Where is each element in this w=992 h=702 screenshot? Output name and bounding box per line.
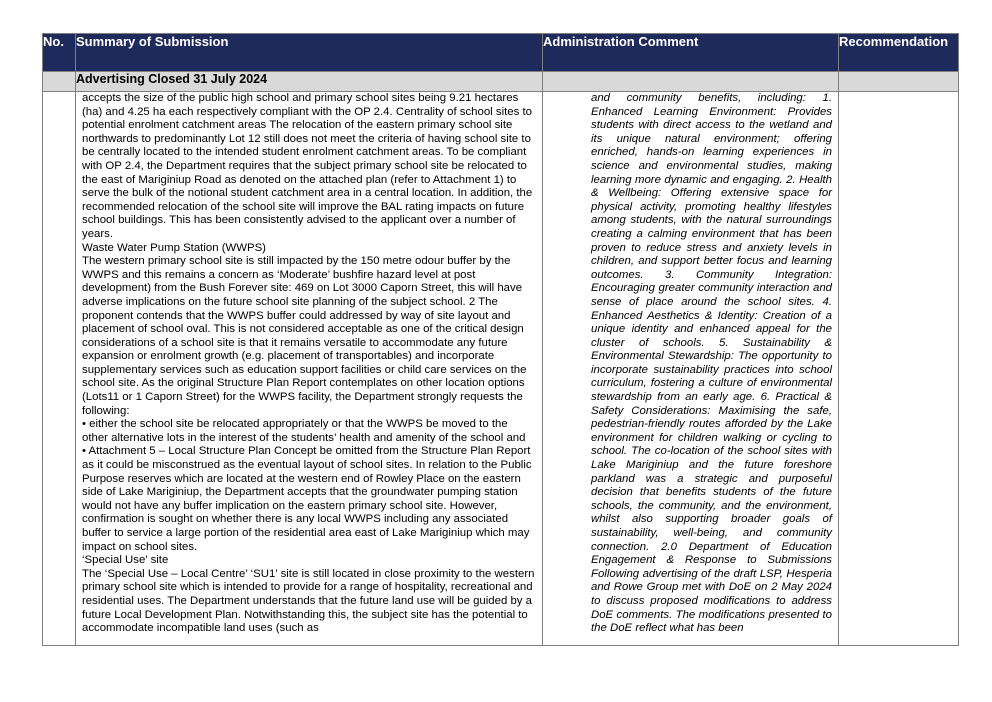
admin-comment-cell xyxy=(543,92,839,646)
admin-comment-text: and community benefits, including: 1. Enhanced Learning Environment: Provides students with direct access to the wetland and its unique natural environment; offering enriched, hands-on learning experiences in science and environmental studies, making learning more dynamic and engaging. 2. Health & Wellbeing: Offering extensive space for physical activity, promoting healthy lifestyles among students, with the natural surroundings creating a calming environment that has been proven to reduce stress and anxiety levels in children, and support better focus and learning outcomes. 3. Community Integration: Encouraging greater community interaction and sense of place around the school sites. 4. Enhanced Aesthetics & Identity: Creation of a unique identity and enhanced appeal for the cluster of schools. 5. Sustainability & Environmental Stewardship: The opportunity to incorporate sustainability practices into school curriculum, fostering a culture of environmental stewardship from an early age. 6. Practical & Safety Considerations: Maximising the safe, pedestrian-friendly routes afforded by the Lake environment for children walking or cycling to school. The co-location of the school sites with Lake Mariginiup and the future foreshore parkland was a strategic and purposeful decision that benefits students of the future schools, the community, and the environment, whilst also supporting broader goals of sustainability, well-being, and community connection. 2.0 Department of Education Engagement & Response to Submissions Following advertising of the draft LSP, Hesperia and Rowe Group met with DoE on 2 May 2024 to discuss proposed modifications to address DoE comments. The modifications presented to the DoE reflect what has been xyxy=(591,92,832,635)
section-no-cell xyxy=(43,72,76,92)
header-no: No. xyxy=(43,34,76,72)
summary-text: accepts the size of the public high school and primary school sites being 9.21 hectares (ha) and 4.25 ha each respectively compliant with the OP 2.4. Centrality of school sites to potential enrolment catchment areas The relocation of the eastern primary school site northwards to predominantly Lot 12 still does not meet the criteria of having school site to be centrally located to the intended student enrolment catchment areas. To be compliant with OP 2.4, the Department requires that the subject primary school site be relocated to the east of Mariginiup Road as denoted on the attached plan (refer to Attachment 1) to serve the bulk of the notional student catchment area in a central location. In addition, the recommended relocation of the school site will improve the BAL rating impacts on future school buildings. This has been consistently advised to the applicant over a number of years. Waste Water Pump Station (WWPS) The western primary school site is still impacted by the 150 metre odour buffer by the WWPS and this remains a concern as ‘Moderate’ bushfire hazard level at post development) from the Bush Forever site: 469 on Lot 3000 Caporn Street, this will have adverse implications on the future school site planning of the subject school. 2 The proponent contends that the WWPS buffer could addressed by way of site layout and placement of school oval. This is not considered acceptable as one of the critical design considerations of a school site is that it remains versatile to accommodate any future expansion or enrolment growth (e.g. placement of transportables) and incorporate supplementary services such as education support facilities or child care services on the school site. As the original Structure Plan Report contemplates on other location options (Lots11 or 1 Caporn Street) for the WWPS facility, the Department strongly requests the following: • either the school site be relocated appropriately or that the WWPS be moved to the other alternative lots in the interest of the students’ health and amenity of the school and • Attachment 5 – Local Structure Plan Concept be omitted from the Structure Plan Report as it could be misconstrued as the eventual layout of school sites. In relation to the Public Purpose reserves which are located at the western end of Rowley Place on the eastern side of Lake Mariginiup, the Department accepts that the groundwater pumping station would not have any buffer implication on the eastern primary school site. However, confirmation is sought on whether there is any local WWPS including any associated buffer to service a large portion of the residential area east of Lake Mariginiup which may impact on school sites. ‘Special Use’ site The ‘Special Use – Local Centre’ ‘SU1’ site is still located in close proximity to the western primary school site which is intended to provide for a range of hospitality, recreational and residential uses. The Department understands that the future land use will be guided by a future Local Development Plan. Notwithstanding this, the subject site has the potential to accommodate incompatible land uses (such as xyxy=(82,92,535,635)
table-header-row xyxy=(43,34,959,72)
recommendation-cell xyxy=(839,92,959,646)
section-row xyxy=(43,72,959,92)
table-row xyxy=(43,92,959,646)
section-recommendation-cell xyxy=(839,72,959,92)
row-no-cell xyxy=(43,92,76,646)
header-recommendation: Recommendation xyxy=(839,34,959,72)
summary-cell xyxy=(76,92,543,646)
section-admin-cell xyxy=(543,72,839,92)
header-summary: Summary of Submission xyxy=(76,34,543,72)
header-admin-comment: Administration Comment xyxy=(543,34,839,72)
section-title: Advertising Closed 31 July 2024 xyxy=(76,72,543,92)
submissions-table xyxy=(42,33,959,646)
